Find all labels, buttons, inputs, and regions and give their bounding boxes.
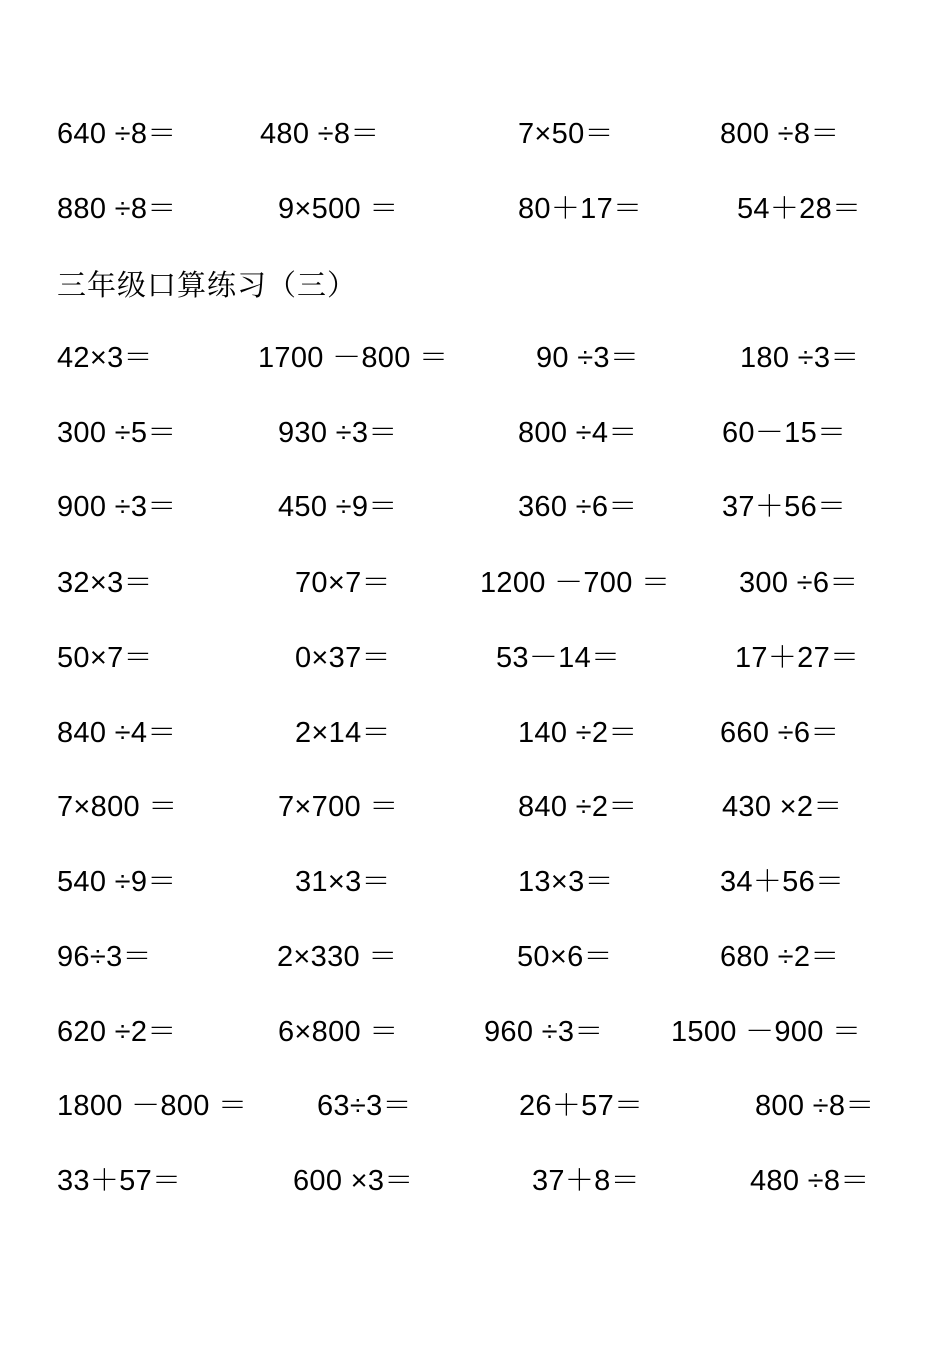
- problem: 32×3＝: [57, 567, 153, 599]
- problem: 480 ÷8＝: [260, 118, 380, 150]
- problem: 430 ×2＝: [722, 791, 843, 823]
- problem: 880 ÷8＝: [57, 193, 177, 225]
- problem: 31×3＝: [295, 866, 391, 898]
- problem: 26＋57＝: [519, 1090, 644, 1122]
- problem: 300 ÷6＝: [739, 567, 859, 599]
- exercise-row: [0, 937, 950, 977]
- problem: 7×800 ＝: [57, 791, 178, 823]
- problem: 17＋27＝: [735, 642, 860, 674]
- problem: 450 ÷9＝: [278, 491, 398, 523]
- problem: 140 ÷2＝: [518, 717, 638, 749]
- problem: 2×14＝: [295, 717, 391, 749]
- exercise-row: [0, 563, 950, 603]
- exercise-row: [0, 862, 950, 902]
- problem: 50×6＝: [517, 941, 613, 973]
- problem: 660 ÷6＝: [720, 717, 840, 749]
- exercise-row: [0, 338, 950, 378]
- problem: 42×3＝: [57, 342, 153, 374]
- problem: 63÷3＝: [317, 1090, 412, 1122]
- problem: 9×500 ＝: [278, 193, 399, 225]
- problem: 1800 －800 ＝: [57, 1090, 248, 1122]
- problem: 33＋57＝: [57, 1165, 182, 1197]
- exercise-row: [0, 114, 950, 154]
- problem: 540 ÷9＝: [57, 866, 177, 898]
- problem: 50×7＝: [57, 642, 153, 674]
- problem: 360 ÷6＝: [518, 491, 638, 523]
- problem: 300 ÷5＝: [57, 417, 177, 449]
- problem: 1500 －900 ＝: [671, 1016, 862, 1048]
- problem: 34＋56＝: [720, 866, 845, 898]
- problem: 13×3＝: [518, 866, 614, 898]
- problem: 80＋17＝: [518, 193, 643, 225]
- problem: 640 ÷8＝: [57, 118, 177, 150]
- exercise-row: [0, 1012, 950, 1052]
- problem: 7×50＝: [518, 118, 614, 150]
- problem: 70×7＝: [295, 567, 391, 599]
- problem: 96÷3＝: [57, 941, 152, 973]
- problem: 0×37＝: [295, 642, 391, 674]
- problem: 840 ÷2＝: [518, 791, 638, 823]
- problem: 800 ÷8＝: [755, 1090, 875, 1122]
- problem: 600 ×3＝: [293, 1165, 414, 1197]
- problem: 800 ÷8＝: [720, 118, 840, 150]
- problem: 900 ÷3＝: [57, 491, 177, 523]
- section-heading: 三年级口算练习（三）: [57, 268, 358, 302]
- problem: 930 ÷3＝: [278, 417, 398, 449]
- problem: 1700 －800 ＝: [258, 342, 449, 374]
- problem: 37＋8＝: [532, 1165, 640, 1197]
- problem: 7×700 ＝: [278, 791, 399, 823]
- problem: 6×800 ＝: [278, 1016, 399, 1048]
- problem: 54＋28＝: [737, 193, 862, 225]
- exercise-row: [0, 638, 950, 678]
- problem: 53－14＝: [496, 642, 621, 674]
- exercise-row: [0, 1086, 950, 1126]
- exercise-row: [0, 487, 950, 527]
- problem: 620 ÷2＝: [57, 1016, 177, 1048]
- exercise-row: [0, 787, 950, 827]
- problem: 60－15＝: [722, 417, 847, 449]
- problem: 90 ÷3＝: [536, 342, 640, 374]
- exercise-row: [0, 189, 950, 229]
- problem: 2×330 ＝: [277, 941, 398, 973]
- problem: 840 ÷4＝: [57, 717, 177, 749]
- problem: 800 ÷4＝: [518, 417, 638, 449]
- problem: 480 ÷8＝: [750, 1165, 870, 1197]
- exercise-row: [0, 713, 950, 753]
- problem: 960 ÷3＝: [484, 1016, 604, 1048]
- exercise-row: [0, 413, 950, 453]
- problem: 1200 －700 ＝: [480, 567, 671, 599]
- exercise-row: [0, 1161, 950, 1201]
- problem: 180 ÷3＝: [740, 342, 860, 374]
- problem: 37＋56＝: [722, 491, 847, 523]
- problem: 680 ÷2＝: [720, 941, 840, 973]
